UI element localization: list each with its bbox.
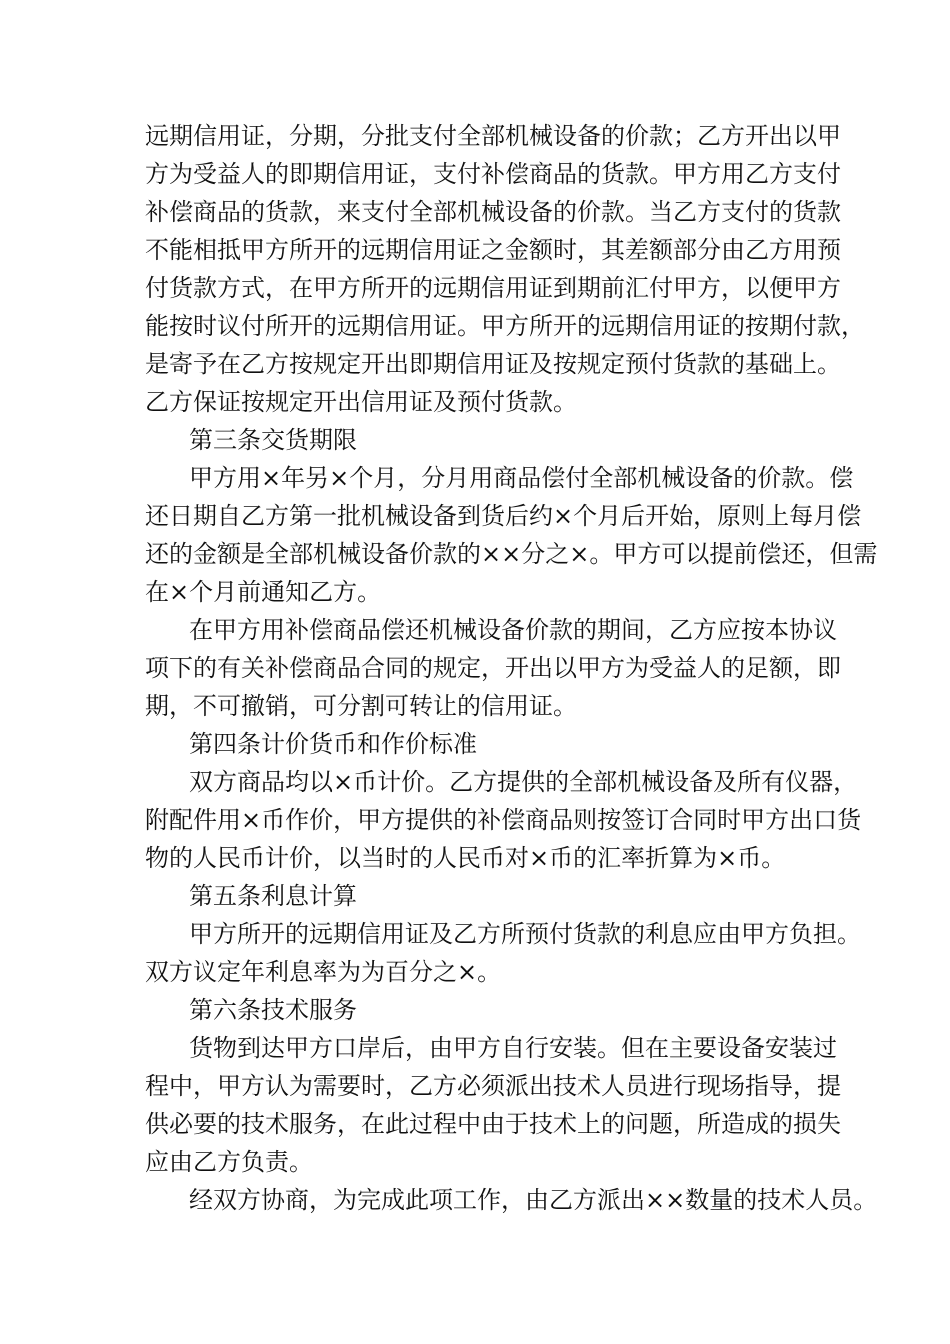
text-line: 在甲方用补偿商品偿还机械设备价款的期间，乙方应按本协议	[189, 616, 837, 644]
article-6-paragraph-2	[145, 1181, 878, 1219]
article-5-heading: 第五条利息计算	[189, 882, 357, 910]
text-line: 甲方用×年另×个月，分月用商品偿付全部机械设备的价款。偿	[189, 464, 854, 492]
document-body	[145, 117, 878, 1219]
article-5-paragraph-1	[145, 915, 861, 991]
text-line: 双方商品均以×币计价。乙方提供的全部机械设备及所有仪器，	[189, 768, 858, 796]
text-line: 程中，甲方认为需要时，乙方必须派出技术人员进行现场指导，提	[145, 1072, 841, 1100]
text-line: 远期信用证，分期，分批支付全部机械设备的价款；乙方开出以甲	[145, 122, 841, 150]
text-line: 项下的有关补偿商品合同的规定，开出以甲方为受益人的足额，即	[145, 654, 841, 682]
text-line: 双方议定年利息率为为百分之×。	[145, 958, 502, 986]
article-3-heading: 第三条交货期限	[189, 426, 357, 454]
text-line: 在×个月前通知乙方。	[145, 578, 382, 606]
text-line: 附配件用×币作价，甲方提供的补偿商品则按签订合同时甲方出口货	[145, 806, 862, 834]
article-6-paragraph-1	[145, 1029, 841, 1181]
text-line: 乙方保证按规定开出信用证及预付货款。	[145, 388, 577, 416]
text-line: 供必要的技术服务，在此过程中由于技术上的问题，所造成的损失	[145, 1110, 841, 1138]
article-3-paragraph-2	[145, 611, 841, 725]
article-3-paragraph-1	[145, 459, 878, 611]
text-line: 还的金额是全部机械设备价款的××分之×。甲方可以提前偿还，但需	[145, 540, 878, 568]
text-line: 方为受益人的即期信用证，支付补偿商品的货款。甲方用乙方支付	[145, 160, 841, 188]
text-line: 能按时议付所开的远期信用证。甲方所开的远期信用证的按期付款，	[145, 312, 865, 340]
text-line: 甲方所开的远期信用证及乙方所预付货款的利息应由甲方负担。	[189, 920, 861, 948]
text-line: 不能相抵甲方所开的远期信用证之金额时，其差额部分由乙方用预	[145, 236, 841, 264]
article-4-paragraph-1	[145, 763, 862, 877]
text-line: 付货款方式，在甲方所开的远期信用证到期前汇付甲方，以便甲方	[145, 274, 841, 302]
text-line: 物的人民币计价，以当时的人民币对×币的汇率折算为×币。	[145, 844, 786, 872]
text-line: 经双方协商，为完成此项工作，由乙方派出××数量的技术人员。	[189, 1186, 878, 1214]
text-line: 补偿商品的货款，来支付全部机械设备的价款。当乙方支付的货款	[145, 198, 841, 226]
text-line: 期，不可撤销，可分割可转让的信用证。	[145, 692, 577, 720]
text-line: 应由乙方负责。	[145, 1148, 313, 1176]
continuation-paragraph	[145, 117, 865, 421]
article-4-heading: 第四条计价货币和作价标准	[189, 730, 477, 758]
text-line: 货物到达甲方口岸后，由甲方自行安装。但在主要设备安装过	[189, 1034, 837, 1062]
text-line: 是寄予在乙方按规定开出即期信用证及按规定预付货款的基础上。	[145, 350, 841, 378]
article-6-heading: 第六条技术服务	[189, 996, 357, 1024]
text-line: 还日期自乙方第一批机械设备到货后约×个月后开始，原则上每月偿	[145, 502, 862, 530]
